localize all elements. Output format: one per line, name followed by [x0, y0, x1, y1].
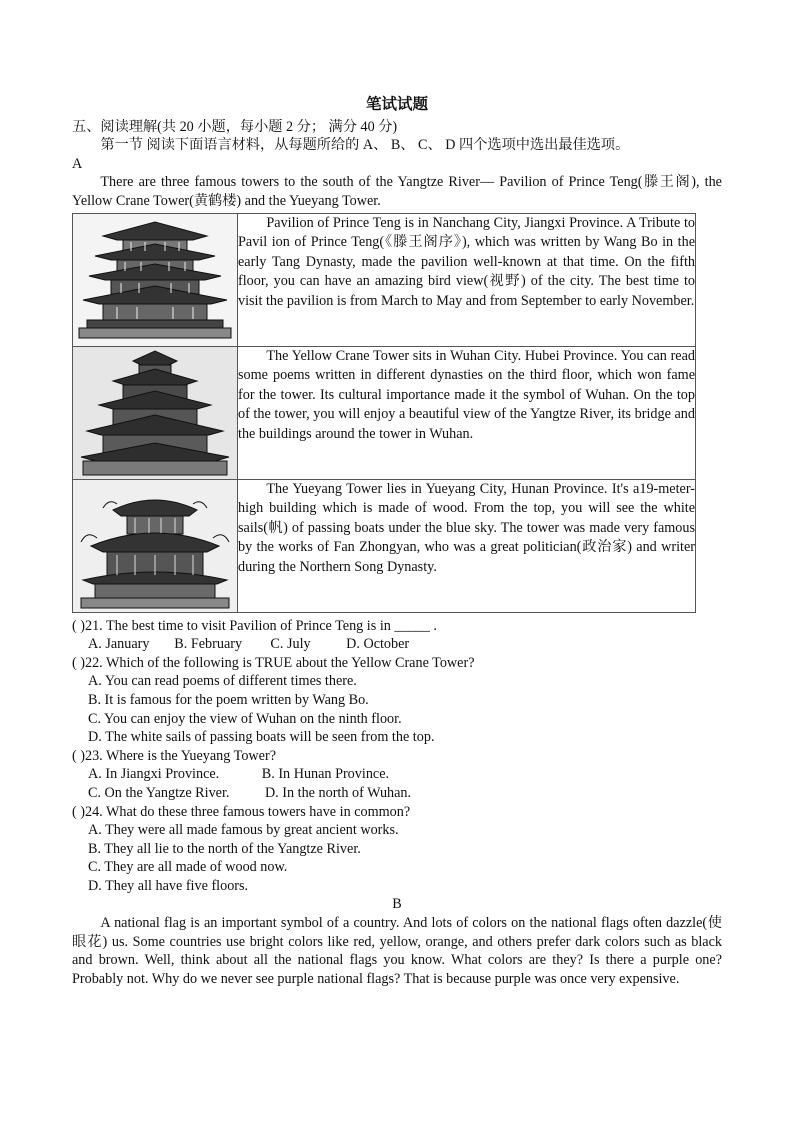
question-21: [72, 617, 722, 654]
question-options: A. January B. February C. July D. October: [88, 636, 410, 653]
option-d: D. The white sails of passing boats will be seen from the top.: [88, 729, 435, 746]
question-stem: ( )22. Which of the following is TRUE about the Yellow Crane Tower?: [72, 654, 475, 671]
tower-image-cell: [73, 346, 238, 479]
passage-b-text: A national flag is an important symbol of a country. And lots of colors on the national flags often dazzle(使眼花) us. Some countries use bright colors like red, yellow, orange, and others prefer dark colors such as black and brown. Well, think about all the national flags you know. What colors are they? Is there a purple one? Probably not. Why do we never see purple national flags? That is because purple was once very expensive.: [72, 915, 722, 987]
yueyang-tower-image: [73, 480, 237, 612]
tower-image-cell: [73, 213, 238, 346]
page-title: 笔试试题: [365, 96, 428, 113]
option-a: A. You can read poems of different times there.: [88, 673, 357, 690]
tower-description-yueyang: The Yueyang Tower lies in Yueyang City, Hunan Province. It's a19-meter-high building which is made of wood. From the top, you will see the white sails(帆) of passing boats under the blue sky. The tower was made very famous by the works of Fan Zhongyan, who was a great politician(政治家) and writer during the Northern Song Dynasty.: [238, 480, 695, 575]
exam-page: [72, 96, 722, 988]
passage-a-intro: There are three famous towers to the south of the Yangtze River— Pavilion of Prince Teng(滕王阁), the Yellow Crane Tower(黄鹤楼) and the Yueyang Tower.: [72, 174, 722, 209]
section-header: 五、阅读理解(共 20 小题，每小题 2 分； 满分 40 分): [72, 118, 398, 135]
pavilion-of-prince-teng-image: [73, 214, 237, 346]
table-row: [73, 213, 696, 346]
table-row: [73, 479, 696, 612]
table-row: [73, 346, 696, 479]
passage-b-label: B: [392, 896, 402, 913]
option-a: A. They were all made famous by great ancient works.: [88, 822, 399, 839]
option-c: C. They are all made of wood now.: [88, 859, 288, 876]
option-d: D. They all have five floors.: [88, 877, 249, 894]
option-row-cd: C. On the Yangtze River. D. In the north of Wuhan.: [88, 784, 412, 801]
instruction-text: 第一节 阅读下面语言材料，从每题所给的 A、 B、 C、 D 四个选项中选出最佳选项。: [100, 137, 630, 154]
option-c: C. You can enjoy the view of Wuhan on the ninth floor.: [88, 710, 402, 727]
towers-table: [72, 213, 696, 613]
question-stem: ( )23. Where is the Yueyang Tower?: [72, 747, 276, 764]
question-24: [72, 803, 722, 896]
question-stem: ( )24. What do these three famous towers have in common?: [72, 803, 411, 820]
option-row-ab: A. In Jiangxi Province. B. In Hunan Province.: [88, 766, 390, 783]
tower-description-cell: [238, 213, 696, 346]
passage-a-label: A: [72, 155, 83, 172]
tower-image-cell: [73, 479, 238, 612]
tower-description-teng: Pavilion of Prince Teng is in Nanchang City, Jiangxi Province. A Tribute to Pavil ion of Prince Teng(《滕王阁序》), which was written by Wang Bo in the early Tang Dynasty, made the pavilion well-known at that time. On the fifth floor, you can have an amazing bird view(视野) of the city. The best time to visit the pavilion is from March to May and from September to early November.: [238, 214, 695, 309]
tower-description-cell: [238, 346, 696, 479]
question-23: [72, 747, 722, 803]
question-22: [72, 654, 722, 747]
yellow-crane-tower-image: [73, 347, 237, 479]
tower-description-cell: [238, 479, 696, 612]
tower-description-yellow-crane: The Yellow Crane Tower sits in Wuhan City. Hubei Province. You can read some poems written in different dynasties on the third floor, which won fame for the tower. Its cultural importance made it the symbol of Wuhan. On the top of the tower, you will enjoy a beautiful view of the Yangtze River, its bridge and the buildings around the tower in Wuhan.: [238, 347, 695, 442]
question-stem: ( )21. The best time to visit Pavilion of Prince Teng is in _____ .: [72, 617, 437, 634]
option-b: B. They all lie to the north of the Yangtze River.: [88, 840, 361, 857]
option-b: B. It is famous for the poem written by Wang Bo.: [88, 691, 369, 708]
